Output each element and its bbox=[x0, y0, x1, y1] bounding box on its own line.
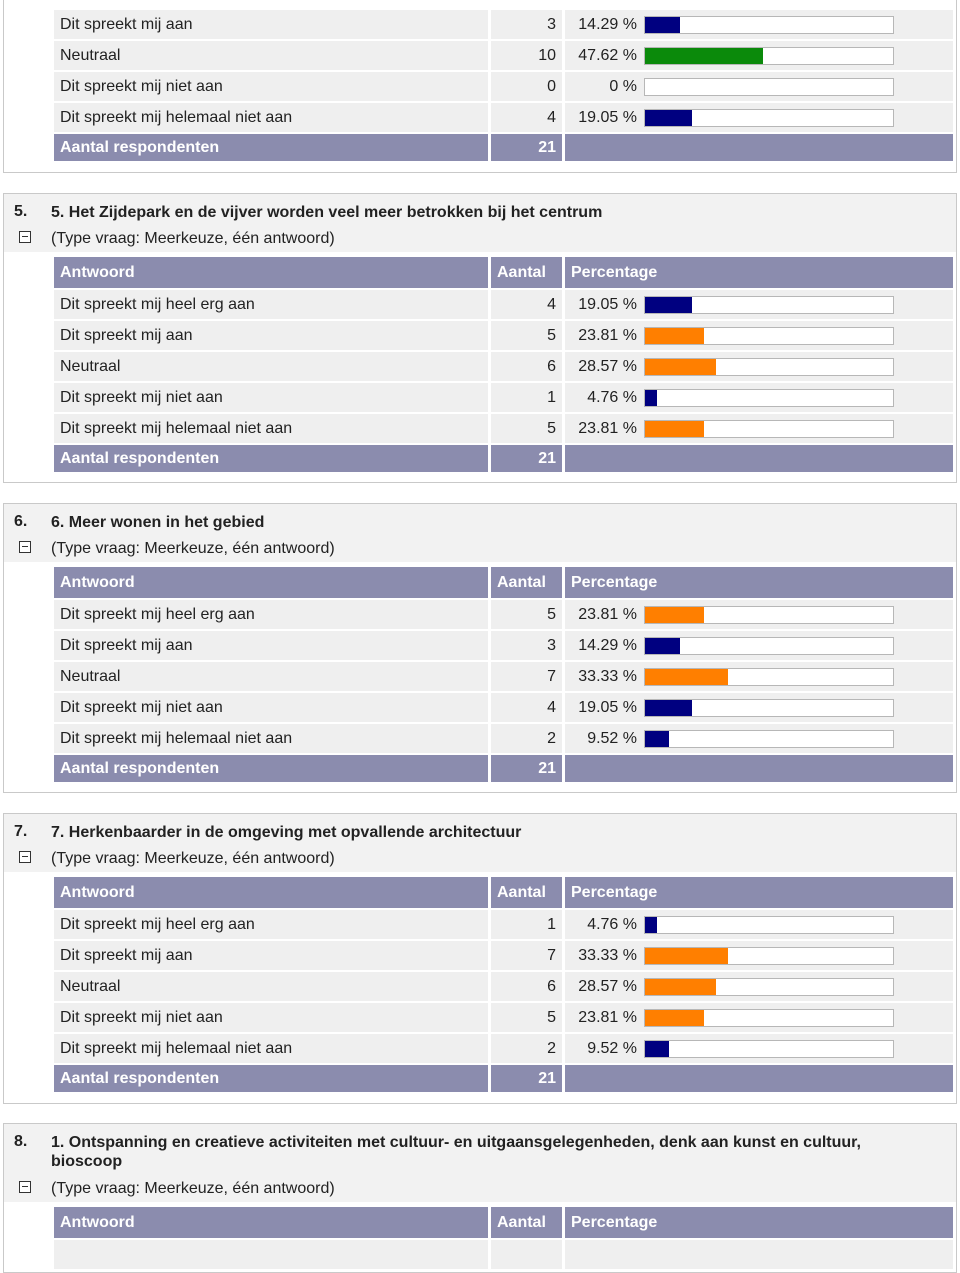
percentage-cell bbox=[565, 290, 953, 319]
question-block bbox=[3, 813, 957, 1104]
table-row bbox=[54, 1240, 953, 1269]
percentage-bar bbox=[644, 327, 894, 345]
column-header-answer: Antwoord bbox=[54, 567, 488, 598]
bar-fill bbox=[645, 359, 716, 375]
bar-fill bbox=[645, 297, 692, 313]
percentage-bar bbox=[644, 1009, 894, 1027]
percentage-bar bbox=[644, 606, 894, 624]
bar-fill bbox=[645, 17, 680, 33]
bar-fill bbox=[645, 607, 704, 623]
respondents-label: Aantal respondenten bbox=[54, 1065, 488, 1092]
bar-fill bbox=[645, 917, 657, 933]
table-row bbox=[54, 910, 953, 939]
table-row bbox=[54, 383, 953, 412]
percentage-bar bbox=[644, 668, 894, 686]
respondents-count: 21 bbox=[491, 134, 562, 161]
answer-count: 6 bbox=[491, 352, 562, 381]
respondents-empty bbox=[565, 1065, 953, 1092]
answer-count: 3 bbox=[491, 10, 562, 39]
table-row bbox=[54, 321, 953, 350]
percentage-bar bbox=[644, 730, 894, 748]
answer-percentage: 47.62 % bbox=[571, 41, 641, 70]
answer-percentage: 9.52 % bbox=[571, 724, 641, 753]
answer-label: Dit spreekt mij heel erg aan bbox=[54, 910, 488, 939]
respondents-row bbox=[54, 445, 953, 472]
percentage-cell bbox=[565, 1240, 953, 1269]
bar-fill bbox=[645, 638, 680, 654]
table-row bbox=[54, 631, 953, 660]
question-header bbox=[4, 194, 956, 252]
answer-count: 5 bbox=[491, 1003, 562, 1032]
table-row bbox=[54, 72, 953, 101]
table-header-row bbox=[54, 1207, 953, 1238]
answer-percentage: 23.81 % bbox=[571, 414, 641, 443]
answer-count: 5 bbox=[491, 321, 562, 350]
bar-fill bbox=[645, 110, 692, 126]
results-table bbox=[51, 875, 956, 1094]
percentage-bar bbox=[644, 1040, 894, 1058]
table-row bbox=[54, 10, 953, 39]
percentage-bar bbox=[644, 389, 894, 407]
percentage-cell bbox=[565, 1034, 953, 1063]
question-type: (Type vraag: Meerkeuze, één antwoord) bbox=[51, 540, 335, 557]
respondents-row bbox=[54, 1065, 953, 1092]
answer-count: 10 bbox=[491, 41, 562, 70]
answer-percentage: 28.57 % bbox=[571, 352, 641, 381]
respondents-count: 21 bbox=[491, 1065, 562, 1092]
answer-count: 2 bbox=[491, 1034, 562, 1063]
bar-fill bbox=[645, 421, 704, 437]
answer-percentage: 33.33 % bbox=[571, 662, 641, 691]
answer-label: Dit spreekt mij niet aan bbox=[54, 72, 488, 101]
question-header bbox=[4, 814, 956, 872]
percentage-cell bbox=[565, 972, 953, 1001]
answer-label: Dit spreekt mij helemaal niet aan bbox=[54, 1034, 488, 1063]
answer-count: 4 bbox=[491, 290, 562, 319]
percentage-bar bbox=[644, 947, 894, 965]
answer-label: Neutraal bbox=[54, 41, 488, 70]
answer-label bbox=[54, 1240, 488, 1269]
question-type: (Type vraag: Meerkeuze, één antwoord) bbox=[51, 1180, 335, 1197]
answer-count: 1 bbox=[491, 910, 562, 939]
answer-percentage: 0 % bbox=[571, 72, 641, 101]
answer-label: Dit spreekt mij niet aan bbox=[54, 383, 488, 412]
column-header-answer: Antwoord bbox=[54, 1207, 488, 1238]
percentage-cell bbox=[565, 693, 953, 722]
percentage-bar bbox=[644, 16, 894, 34]
percentage-cell bbox=[565, 41, 953, 70]
answer-label: Neutraal bbox=[54, 662, 488, 691]
collapse-icon[interactable] bbox=[19, 231, 31, 243]
bar-fill bbox=[645, 731, 669, 747]
answer-label: Dit spreekt mij heel erg aan bbox=[54, 290, 488, 319]
respondents-count: 21 bbox=[491, 755, 562, 782]
column-header-percentage: Percentage bbox=[565, 877, 953, 908]
percentage-cell bbox=[565, 414, 953, 443]
percentage-cell bbox=[565, 103, 953, 132]
answer-count: 2 bbox=[491, 724, 562, 753]
percentage-cell bbox=[565, 10, 953, 39]
respondents-label: Aantal respondenten bbox=[54, 445, 488, 472]
percentage-cell bbox=[565, 352, 953, 381]
percentage-cell bbox=[565, 383, 953, 412]
question-block bbox=[3, 193, 957, 483]
collapse-icon[interactable] bbox=[19, 541, 31, 553]
table-row bbox=[54, 1003, 953, 1032]
answer-count: 7 bbox=[491, 662, 562, 691]
question-header bbox=[4, 504, 956, 562]
table-row bbox=[54, 352, 953, 381]
answer-count: 4 bbox=[491, 103, 562, 132]
percentage-bar bbox=[644, 358, 894, 376]
column-header-count: Aantal bbox=[491, 1207, 562, 1238]
question-number: 7. bbox=[14, 823, 28, 840]
answer-count: 3 bbox=[491, 631, 562, 660]
column-header-percentage: Percentage bbox=[565, 567, 953, 598]
answer-count: 6 bbox=[491, 972, 562, 1001]
percentage-bar bbox=[644, 420, 894, 438]
respondents-row bbox=[54, 134, 953, 161]
answer-label: Dit spreekt mij aan bbox=[54, 10, 488, 39]
percentage-cell bbox=[565, 662, 953, 691]
question-block-partial bbox=[3, 0, 957, 173]
question-type: (Type vraag: Meerkeuze, één antwoord) bbox=[51, 230, 335, 247]
respondents-empty bbox=[565, 445, 953, 472]
table-row bbox=[54, 1034, 953, 1063]
answer-percentage: 19.05 % bbox=[571, 693, 641, 722]
bar-fill bbox=[645, 669, 728, 685]
question-title: 7. Herkenbaarder in de omgeving met opvallende architectuur bbox=[51, 824, 522, 841]
table-header-row bbox=[54, 257, 953, 288]
results-table bbox=[51, 255, 956, 474]
answer-percentage: 19.05 % bbox=[571, 290, 641, 319]
bar-fill bbox=[645, 390, 657, 406]
table-row bbox=[54, 41, 953, 70]
bar-fill bbox=[645, 48, 763, 64]
answer-label: Dit spreekt mij aan bbox=[54, 941, 488, 970]
collapse-icon[interactable] bbox=[19, 1181, 31, 1193]
percentage-bar bbox=[644, 978, 894, 996]
bar-fill bbox=[645, 979, 716, 995]
collapse-icon[interactable] bbox=[19, 851, 31, 863]
table-row bbox=[54, 290, 953, 319]
column-header-answer: Antwoord bbox=[54, 877, 488, 908]
answer-percentage: 33.33 % bbox=[571, 941, 641, 970]
table-row bbox=[54, 600, 953, 629]
percentage-bar bbox=[644, 699, 894, 717]
bar-fill bbox=[645, 1041, 669, 1057]
table-row bbox=[54, 662, 953, 691]
table-row bbox=[54, 414, 953, 443]
column-header-percentage: Percentage bbox=[565, 1207, 953, 1238]
answer-count: 1 bbox=[491, 383, 562, 412]
answer-label: Neutraal bbox=[54, 352, 488, 381]
results-table bbox=[51, 565, 956, 784]
answer-label: Dit spreekt mij niet aan bbox=[54, 693, 488, 722]
table-row bbox=[54, 693, 953, 722]
column-header-count: Aantal bbox=[491, 257, 562, 288]
percentage-bar bbox=[644, 109, 894, 127]
column-header-percentage: Percentage bbox=[565, 257, 953, 288]
answer-count bbox=[491, 1240, 562, 1269]
results-table bbox=[51, 8, 956, 163]
question-title: 6. Meer wonen in het gebied bbox=[51, 514, 265, 531]
answer-percentage: 4.76 % bbox=[571, 383, 641, 412]
percentage-bar bbox=[644, 296, 894, 314]
respondents-label: Aantal respondenten bbox=[54, 134, 488, 161]
percentage-cell bbox=[565, 941, 953, 970]
answer-percentage: 9.52 % bbox=[571, 1034, 641, 1063]
answer-label: Dit spreekt mij aan bbox=[54, 321, 488, 350]
answer-label: Neutraal bbox=[54, 972, 488, 1001]
percentage-cell bbox=[565, 1003, 953, 1032]
respondents-empty bbox=[565, 134, 953, 161]
percentage-cell bbox=[565, 72, 953, 101]
answer-label: Dit spreekt mij helemaal niet aan bbox=[54, 724, 488, 753]
answer-percentage: 23.81 % bbox=[571, 600, 641, 629]
percentage-cell bbox=[565, 910, 953, 939]
answer-percentage: 19.05 % bbox=[571, 103, 641, 132]
results-table bbox=[51, 1205, 956, 1271]
answer-label: Dit spreekt mij helemaal niet aan bbox=[54, 414, 488, 443]
table-row bbox=[54, 972, 953, 1001]
table-row bbox=[54, 724, 953, 753]
question-type: (Type vraag: Meerkeuze, één antwoord) bbox=[51, 850, 335, 867]
percentage-cell bbox=[565, 724, 953, 753]
percentage-cell bbox=[565, 321, 953, 350]
question-title: 5. Het Zijdepark en de vijver worden veel meer betrokken bij het centrum bbox=[51, 204, 603, 221]
answer-percentage: 14.29 % bbox=[571, 631, 641, 660]
answer-count: 0 bbox=[491, 72, 562, 101]
answer-label: Dit spreekt mij helemaal niet aan bbox=[54, 103, 488, 132]
percentage-bar bbox=[644, 47, 894, 65]
percentage-bar bbox=[644, 916, 894, 934]
answer-label: Dit spreekt mij heel erg aan bbox=[54, 600, 488, 629]
answer-percentage: 28.57 % bbox=[571, 972, 641, 1001]
respondents-count: 21 bbox=[491, 445, 562, 472]
table-row bbox=[54, 941, 953, 970]
percentage-cell bbox=[565, 631, 953, 660]
respondents-empty bbox=[565, 755, 953, 782]
answer-label: Dit spreekt mij aan bbox=[54, 631, 488, 660]
question-block bbox=[3, 503, 957, 793]
table-header-row bbox=[54, 567, 953, 598]
percentage-bar bbox=[644, 78, 894, 96]
answer-count: 5 bbox=[491, 414, 562, 443]
answer-label: Dit spreekt mij niet aan bbox=[54, 1003, 488, 1032]
answer-percentage: 14.29 % bbox=[571, 10, 641, 39]
bar-fill bbox=[645, 1010, 704, 1026]
question-number: 8. bbox=[14, 1133, 28, 1150]
answer-count: 4 bbox=[491, 693, 562, 722]
respondents-row bbox=[54, 755, 953, 782]
answer-percentage: 23.81 % bbox=[571, 1003, 641, 1032]
column-header-count: Aantal bbox=[491, 877, 562, 908]
answer-percentage: 4.76 % bbox=[571, 910, 641, 939]
table-header-row bbox=[54, 877, 953, 908]
answer-percentage: 23.81 % bbox=[571, 321, 641, 350]
answer-count: 7 bbox=[491, 941, 562, 970]
bar-fill bbox=[645, 328, 704, 344]
column-header-count: Aantal bbox=[491, 567, 562, 598]
question-title: 1. Ontspanning en creatieve activiteiten met cultuur- en uitgaansgelegenheden, denk aan kunst en cultuur, bioscoop bbox=[51, 1134, 861, 1170]
bar-fill bbox=[645, 948, 728, 964]
answer-count: 5 bbox=[491, 600, 562, 629]
percentage-cell bbox=[565, 600, 953, 629]
column-header-answer: Antwoord bbox=[54, 257, 488, 288]
percentage-bar bbox=[644, 637, 894, 655]
question-header bbox=[4, 1124, 956, 1202]
bar-fill bbox=[645, 700, 692, 716]
respondents-label: Aantal respondenten bbox=[54, 755, 488, 782]
question-number: 6. bbox=[14, 513, 28, 530]
question-number: 5. bbox=[14, 203, 28, 220]
table-row bbox=[54, 103, 953, 132]
question-block bbox=[3, 1123, 957, 1273]
